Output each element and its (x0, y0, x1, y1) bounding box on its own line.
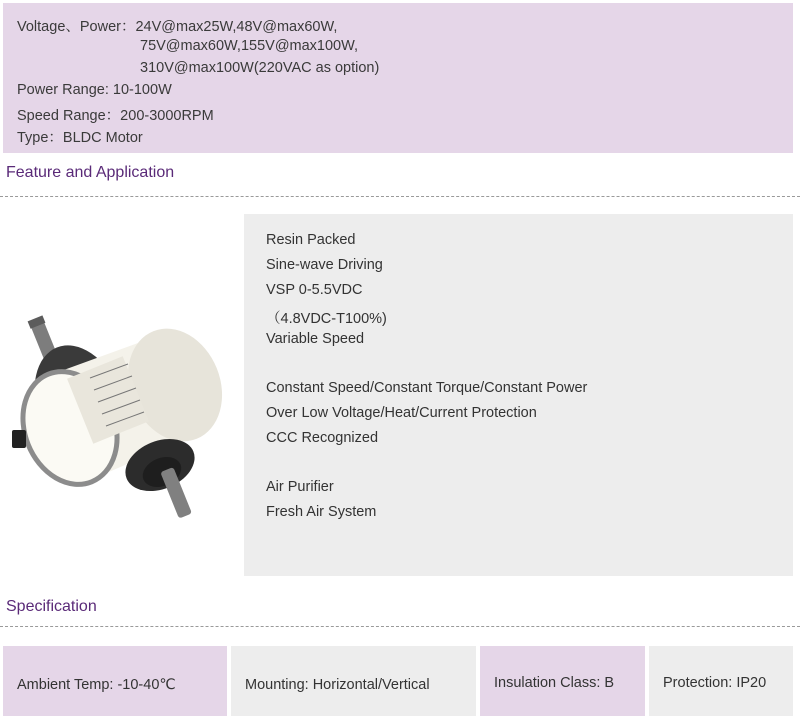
feature-item: Variable Speed (266, 331, 365, 347)
section-divider (0, 196, 800, 197)
spec-insulation-class (480, 646, 645, 716)
section-divider (0, 626, 800, 627)
speed-range-line: Speed Range：200-3000RPM (17, 108, 214, 124)
power-range-line: Power Range: 10-100W (17, 82, 172, 98)
feature-section-title: Feature and Application (6, 164, 175, 181)
type-line: Type：BLDC Motor (17, 130, 143, 146)
feature-list-panel (244, 214, 793, 576)
spec-ambient-temp (3, 646, 227, 716)
spec-mounting (231, 646, 476, 716)
voltage-power-line-2: 75V@max60W,155V@max100W, (140, 38, 359, 54)
feature-item: CCC Recognized (266, 430, 379, 446)
feature-item: Fresh Air System (266, 504, 377, 520)
feature-item: Sine-wave Driving (266, 257, 383, 273)
feature-item: Constant Speed/Constant Torque/Constant Power (266, 380, 588, 396)
spec-protection (649, 646, 793, 716)
spec-label: Mounting: Horizontal/Vertical (245, 677, 430, 693)
feature-item: （4.8VDC-T100%) (266, 311, 387, 327)
product-info-panel (3, 3, 793, 153)
bldc-motor-image (10, 300, 240, 530)
feature-item: Resin Packed (266, 232, 356, 248)
spec-label: Insulation Class: B (494, 675, 615, 691)
feature-item: VSP 0-5.5VDC (266, 282, 363, 298)
spec-label: Protection: IP20 (663, 675, 767, 691)
feature-item: Air Purifier (266, 479, 334, 495)
voltage-power-line-3: 310V@max100W(220VAC as option) (140, 60, 380, 76)
feature-item: Over Low Voltage/Heat/Current Protection (266, 405, 537, 421)
specification-section-title: Specification (6, 598, 97, 615)
voltage-power-line: Voltage、Power：24V@max25W,48V@max60W, (17, 19, 338, 35)
spec-label: Ambient Temp: -10-40℃ (17, 677, 176, 693)
